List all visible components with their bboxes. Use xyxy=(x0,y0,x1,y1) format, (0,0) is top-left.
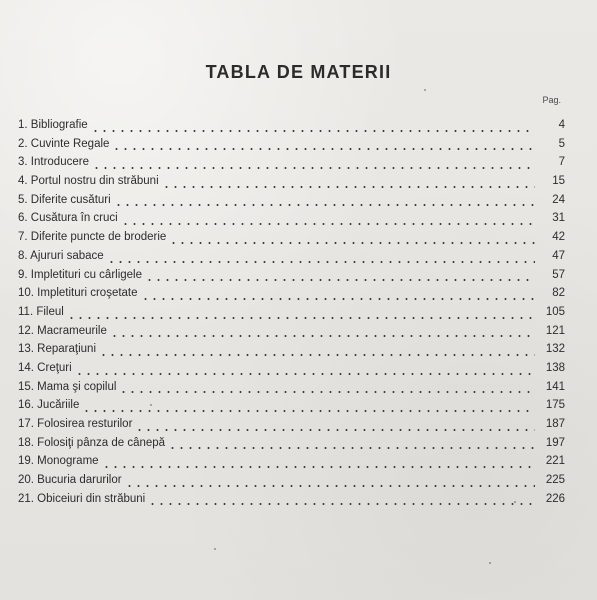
toc-entry-title: 12. Macrameurile xyxy=(18,324,107,337)
dot-leader xyxy=(141,296,535,302)
dot-leader xyxy=(110,333,535,339)
toc-entry-page: 138 xyxy=(545,361,565,374)
toc-entry xyxy=(18,343,565,362)
page-title: TABLA DE MATERII xyxy=(205,62,392,82)
paper-speck xyxy=(214,548,216,550)
toc-entry xyxy=(18,156,565,175)
toc-entry-page: 197 xyxy=(545,436,565,449)
paper-speck xyxy=(150,404,152,406)
toc-entry-page: 121 xyxy=(545,324,565,337)
dot-leader xyxy=(135,427,535,433)
dot-leader xyxy=(112,146,535,152)
dot-leader xyxy=(91,128,535,134)
toc-entry xyxy=(18,287,565,306)
toc-entry-page: 141 xyxy=(545,380,565,393)
toc-entry-title: 10. Impletituri croşetate xyxy=(18,287,138,300)
toc-entry xyxy=(18,306,565,325)
toc-entry-title: 14. Creţuri xyxy=(18,361,72,374)
toc-entry xyxy=(18,381,565,400)
dot-leader xyxy=(114,202,535,208)
dot-leader xyxy=(102,464,535,470)
toc-entry-page: 226 xyxy=(545,492,565,505)
toc-entry-title: 18. Folosiţi pânza de cânepă xyxy=(18,436,166,449)
toc-entry-page: 15 xyxy=(552,175,565,188)
toc-entry xyxy=(18,362,565,381)
toc-entry-title: 4. Portul nostru din străbuni xyxy=(18,175,159,188)
dot-leader xyxy=(169,240,535,246)
toc-entry-title: 2. Cuvinte Regale xyxy=(18,137,110,150)
toc-entry-title: 5. Diferite cusături xyxy=(18,193,111,206)
toc-entry xyxy=(18,250,565,269)
toc-entry xyxy=(18,194,565,213)
toc-entry-title: 15. Mama şi copilul xyxy=(18,380,117,393)
toc-entry-page: 225 xyxy=(545,474,565,487)
paper-speck xyxy=(424,89,426,91)
toc-entry xyxy=(18,175,565,194)
toc-entry-page: 57 xyxy=(552,268,565,281)
toc-entry-page: 187 xyxy=(545,418,565,430)
toc-entry-title: 19. Monograme xyxy=(18,455,99,468)
dot-leader xyxy=(82,408,535,414)
toc-entry-title: 8. Ajururi sabace xyxy=(18,249,104,262)
dot-leader xyxy=(92,165,535,171)
toc-entry xyxy=(18,212,565,231)
toc-entry-title: 17. Folosirea resturilor xyxy=(18,418,133,430)
toc-entry-title: 16. Jucăriile xyxy=(18,399,80,412)
toc-entry xyxy=(18,399,565,418)
dot-leader xyxy=(148,501,535,507)
toc-entry-title: 9. Impletituri cu cârligele xyxy=(18,268,142,281)
dot-leader xyxy=(67,315,535,321)
toc-entry-title: 21. Obiceiuri din străbuni xyxy=(18,492,146,505)
dot-leader xyxy=(99,352,535,358)
toc-entry xyxy=(18,325,565,344)
toc-entry-page: 105 xyxy=(545,305,565,318)
dot-leader xyxy=(107,259,535,265)
toc-entry xyxy=(18,493,565,512)
toc-entry-page: 82 xyxy=(552,287,565,300)
toc-entry xyxy=(18,119,565,138)
toc-entry-page: 7 xyxy=(558,156,565,169)
toc-entry-title: 20. Bucuria darurilor xyxy=(18,474,122,487)
toc-entry-page: 221 xyxy=(545,455,565,468)
toc-entry-title: 1. Bibliografie xyxy=(18,119,88,131)
toc-entry-page: 132 xyxy=(545,343,565,356)
toc-entry-page: 47 xyxy=(552,249,565,262)
toc-entry-page: 175 xyxy=(545,399,565,412)
dot-leader xyxy=(125,483,535,489)
toc-entry-title: 6. Cusătura în cruci xyxy=(18,212,118,225)
toc-entry xyxy=(18,474,565,493)
toc-entry xyxy=(18,455,565,474)
toc-entry-page: 42 xyxy=(552,231,565,244)
toc-entry xyxy=(18,418,565,437)
toc-entry-page: 31 xyxy=(552,212,565,225)
toc-entry xyxy=(18,231,565,250)
paper-speck xyxy=(489,562,491,564)
dot-leader xyxy=(121,221,535,227)
page-column-header: Pag. xyxy=(542,95,561,105)
toc-entry-page: 4 xyxy=(558,119,565,131)
toc-entry xyxy=(18,138,565,157)
toc-entry xyxy=(18,437,565,456)
dot-leader xyxy=(168,445,535,451)
toc-entry-title: 11. Fileul xyxy=(18,305,64,318)
dot-leader xyxy=(75,371,535,377)
toc-entry-page: 24 xyxy=(552,193,565,206)
dot-leader xyxy=(119,389,535,395)
toc-entry-title: 7. Diferite puncte de broderie xyxy=(18,231,167,244)
dot-leader xyxy=(162,184,535,190)
toc-entry-title: 13. Reparaţiuni xyxy=(18,343,96,356)
toc-entry-title: 3. Introducere xyxy=(18,156,89,169)
table-of-contents xyxy=(18,119,565,511)
toc-entry-page: 5 xyxy=(558,137,565,150)
dot-leader xyxy=(145,277,535,283)
toc-entry xyxy=(18,269,565,288)
paper-speck xyxy=(514,501,516,503)
